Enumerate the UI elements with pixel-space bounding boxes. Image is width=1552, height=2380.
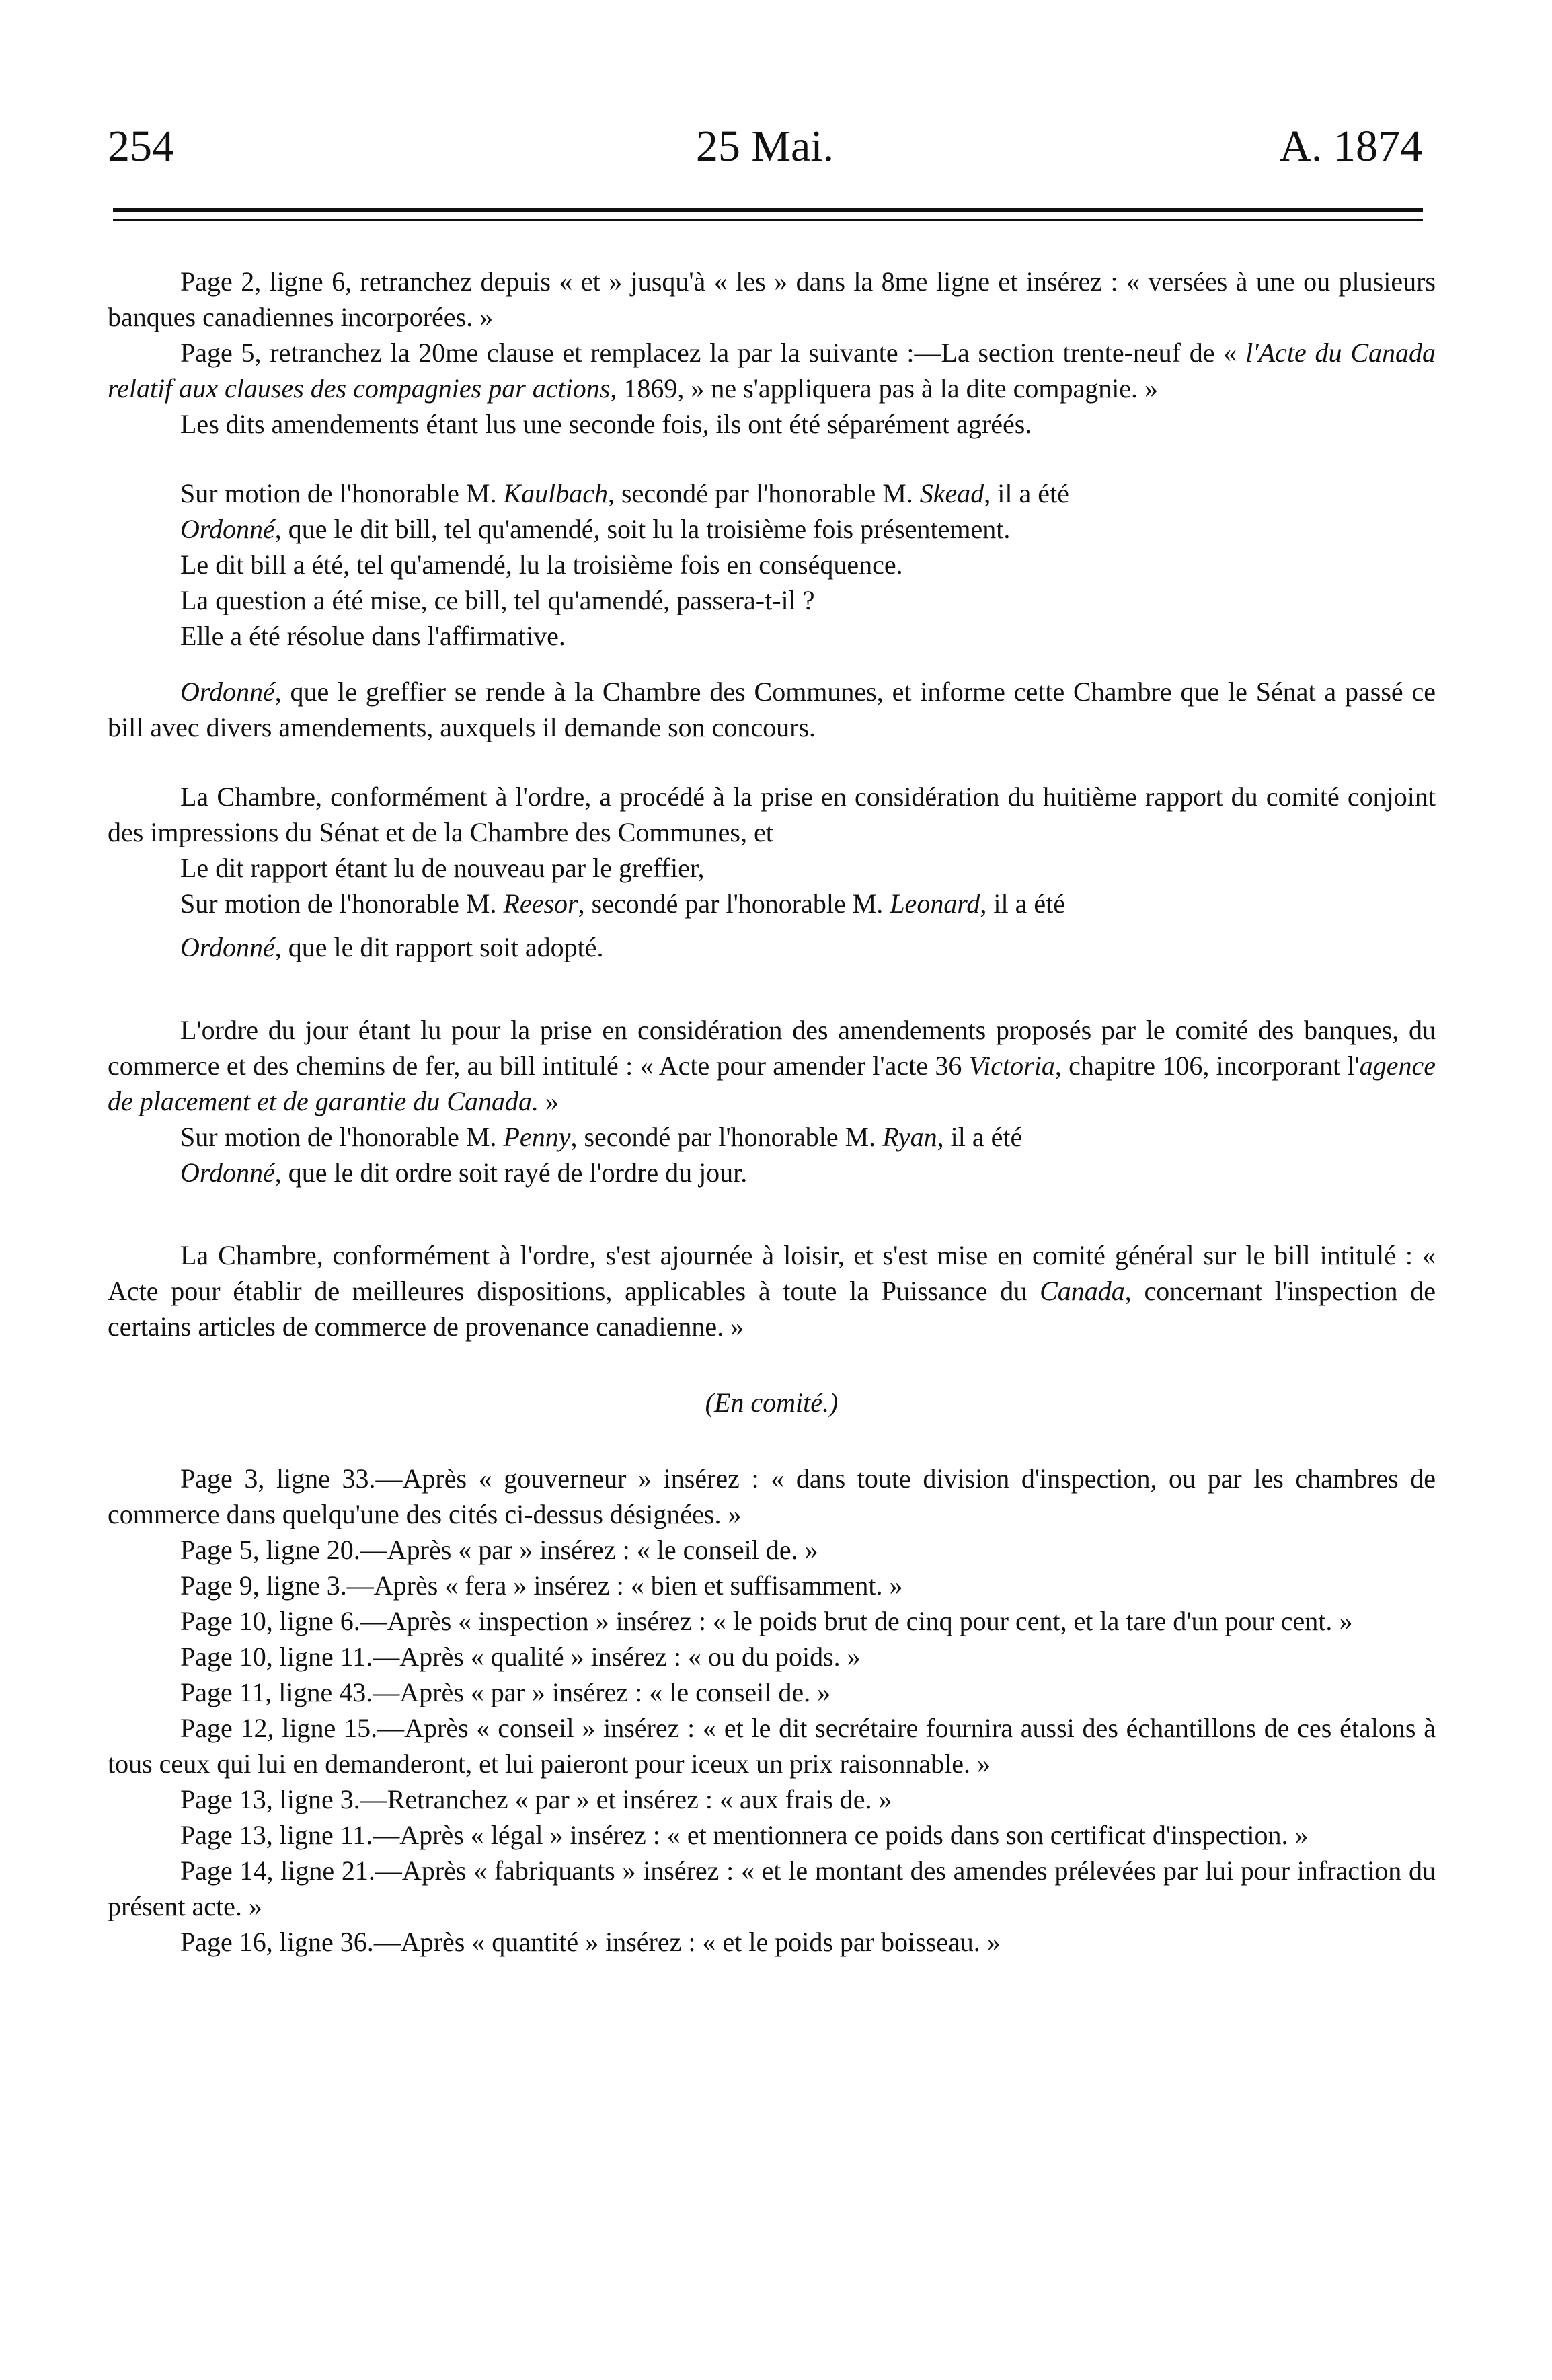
paragraph: La Chambre, conformément à l'ordre, s'est ajournée à loisir, et s'est mise en comité général sur le bill intitulé : « Acte pour établir de meilleures dispositions, applicables à toute la Puissance du Canada, concernant l'inspection de certains articles de commerce de provenance canadienne. »	[108, 1240, 1436, 1342]
amendment-item: Page 5, ligne 20.—Après « par » insérez : « le conseil de. »	[180, 1535, 818, 1565]
amendment-item: Page 11, ligne 43.—Après « par » insérez : « le conseil de. »	[180, 1677, 831, 1707]
amendment-paragraph: Page 5, retranchez la 20me clause et remplacez la par la suivante :—La section trente-neuf de « l'Acte du Canada relatif aux clauses des compagnies par actions, 1869, » ne s'appliquera pas à la dite compagnie. »	[108, 338, 1436, 404]
paragraph: La Chambre, conformément à l'ordre, a procédé à la prise en considération du huitième rapport du comité conjoint des impressions du Sénat et de la Chambre des Communes, et	[108, 781, 1436, 847]
amendment-item: Page 10, ligne 11.—Après « qualité » insérez : « ou du poids. »	[180, 1642, 861, 1672]
section-heading: (En comité.)	[705, 1387, 839, 1418]
amendment-item: Page 9, ligne 3.—Après « fera » insérez : « bien et suffisamment. »	[180, 1570, 903, 1601]
paragraph: Les dits amendements étant lus une seconde fois, ils ont été séparément agréés.	[180, 409, 1032, 439]
page-header	[108, 121, 1422, 195]
motion-paragraph: Sur motion de l'honorable M. Penny, secondé par l'honorable M. Ryan, il a été	[180, 1122, 1023, 1152]
amendment-item: Page 14, ligne 21.—Après « fabriquants » insérez : « et le montant des amendes prélevées par lui pour infraction du présent acte. »	[108, 1855, 1436, 1921]
amendment-paragraph: Page 2, ligne 6, retranchez depuis « et » jusqu'à « les » dans la 8me ligne et insérez : « versées à une ou plusieurs banques canadiennes incorporées. »	[108, 266, 1436, 332]
motion-paragraph: Sur motion de l'honorable M. Kaulbach, secondé par l'honorable M. Skead, il a été	[180, 478, 1069, 508]
amendment-list	[108, 1461, 1436, 1960]
header-rule-thick	[113, 208, 1423, 212]
order-paragraph: Ordonné, que le greffier se rende à la Chambre des Communes, et informe cette Chambre que le Sénat a passé ce bill avec divers amendements, auxquels il demande son concours.	[108, 677, 1436, 742]
order-paragraph: Ordonné, que le dit bill, tel qu'amendé, soit lu la troisième fois présentement.	[180, 514, 1011, 544]
amendment-item: Page 13, ligne 3.—Retranchez « par » et insérez : « aux frais de. »	[180, 1784, 892, 1814]
amendment-item: Page 3, ligne 33.—Après « gouverneur » insérez : « dans toute division d'inspection, ou par les chambres de commerce dans quelqu'une des cités ci-dessus désignées. »	[108, 1463, 1436, 1529]
order-paragraph: Ordonné, que le dit rapport soit adopté.	[180, 932, 604, 962]
amendment-item: Page 12, ligne 15.—Après « conseil » insérez : « et le dit secrétaire fournira aussi des échantillons de ces étalons à tous ceux qui lui en demanderont, et lui paieront pour iceux un prix raisonnable. »	[108, 1713, 1436, 1779]
motion-paragraph: Sur motion de l'honorable M. Reesor, secondé par l'honorable M. Leonard, il a été	[180, 888, 1066, 919]
document-body	[108, 264, 1436, 1960]
paragraph: Le dit bill a été, tel qu'amendé, lu la troisième fois en conséquence.	[180, 549, 903, 580]
paragraph: La question a été mise, ce bill, tel qu'amendé, passera-t-il ?	[180, 585, 815, 615]
page-number: 254	[108, 122, 174, 171]
amendment-item: Page 10, ligne 6.—Après « inspection » insérez : « le poids brut de cinq pour cent, et la tare d'un pour cent. »	[180, 1606, 1353, 1636]
amendment-item: Page 13, ligne 11.—Après « légal » insérez : « et mentionnera ce poids dans son certificat d'inspection. »	[180, 1820, 1309, 1850]
header-date: 25 Mai.	[695, 122, 835, 171]
amendment-item: Page 16, ligne 36.—Après « quantité » insérez : « et le poids par boisseau. »	[180, 1927, 1001, 1957]
header-year: A. 1874	[1279, 122, 1422, 171]
paragraph: L'ordre du jour étant lu pour la prise en considération des amendements proposés par le comité des banques, du commerce et des chemins de fer, au bill intitulé : « Acte pour amender l'acte 36 Victoria, chapitre 106, incorporant l'agence de placement et de garantie du Canada. »	[108, 1015, 1436, 1116]
paragraph: Elle a été résolue dans l'affirmative.	[180, 621, 566, 651]
header-rule-thin	[113, 219, 1423, 221]
paragraph: Le dit rapport étant lu de nouveau par le greffier,	[180, 853, 705, 883]
order-paragraph: Ordonné, que le dit ordre soit rayé de l'ordre du jour.	[180, 1157, 748, 1188]
